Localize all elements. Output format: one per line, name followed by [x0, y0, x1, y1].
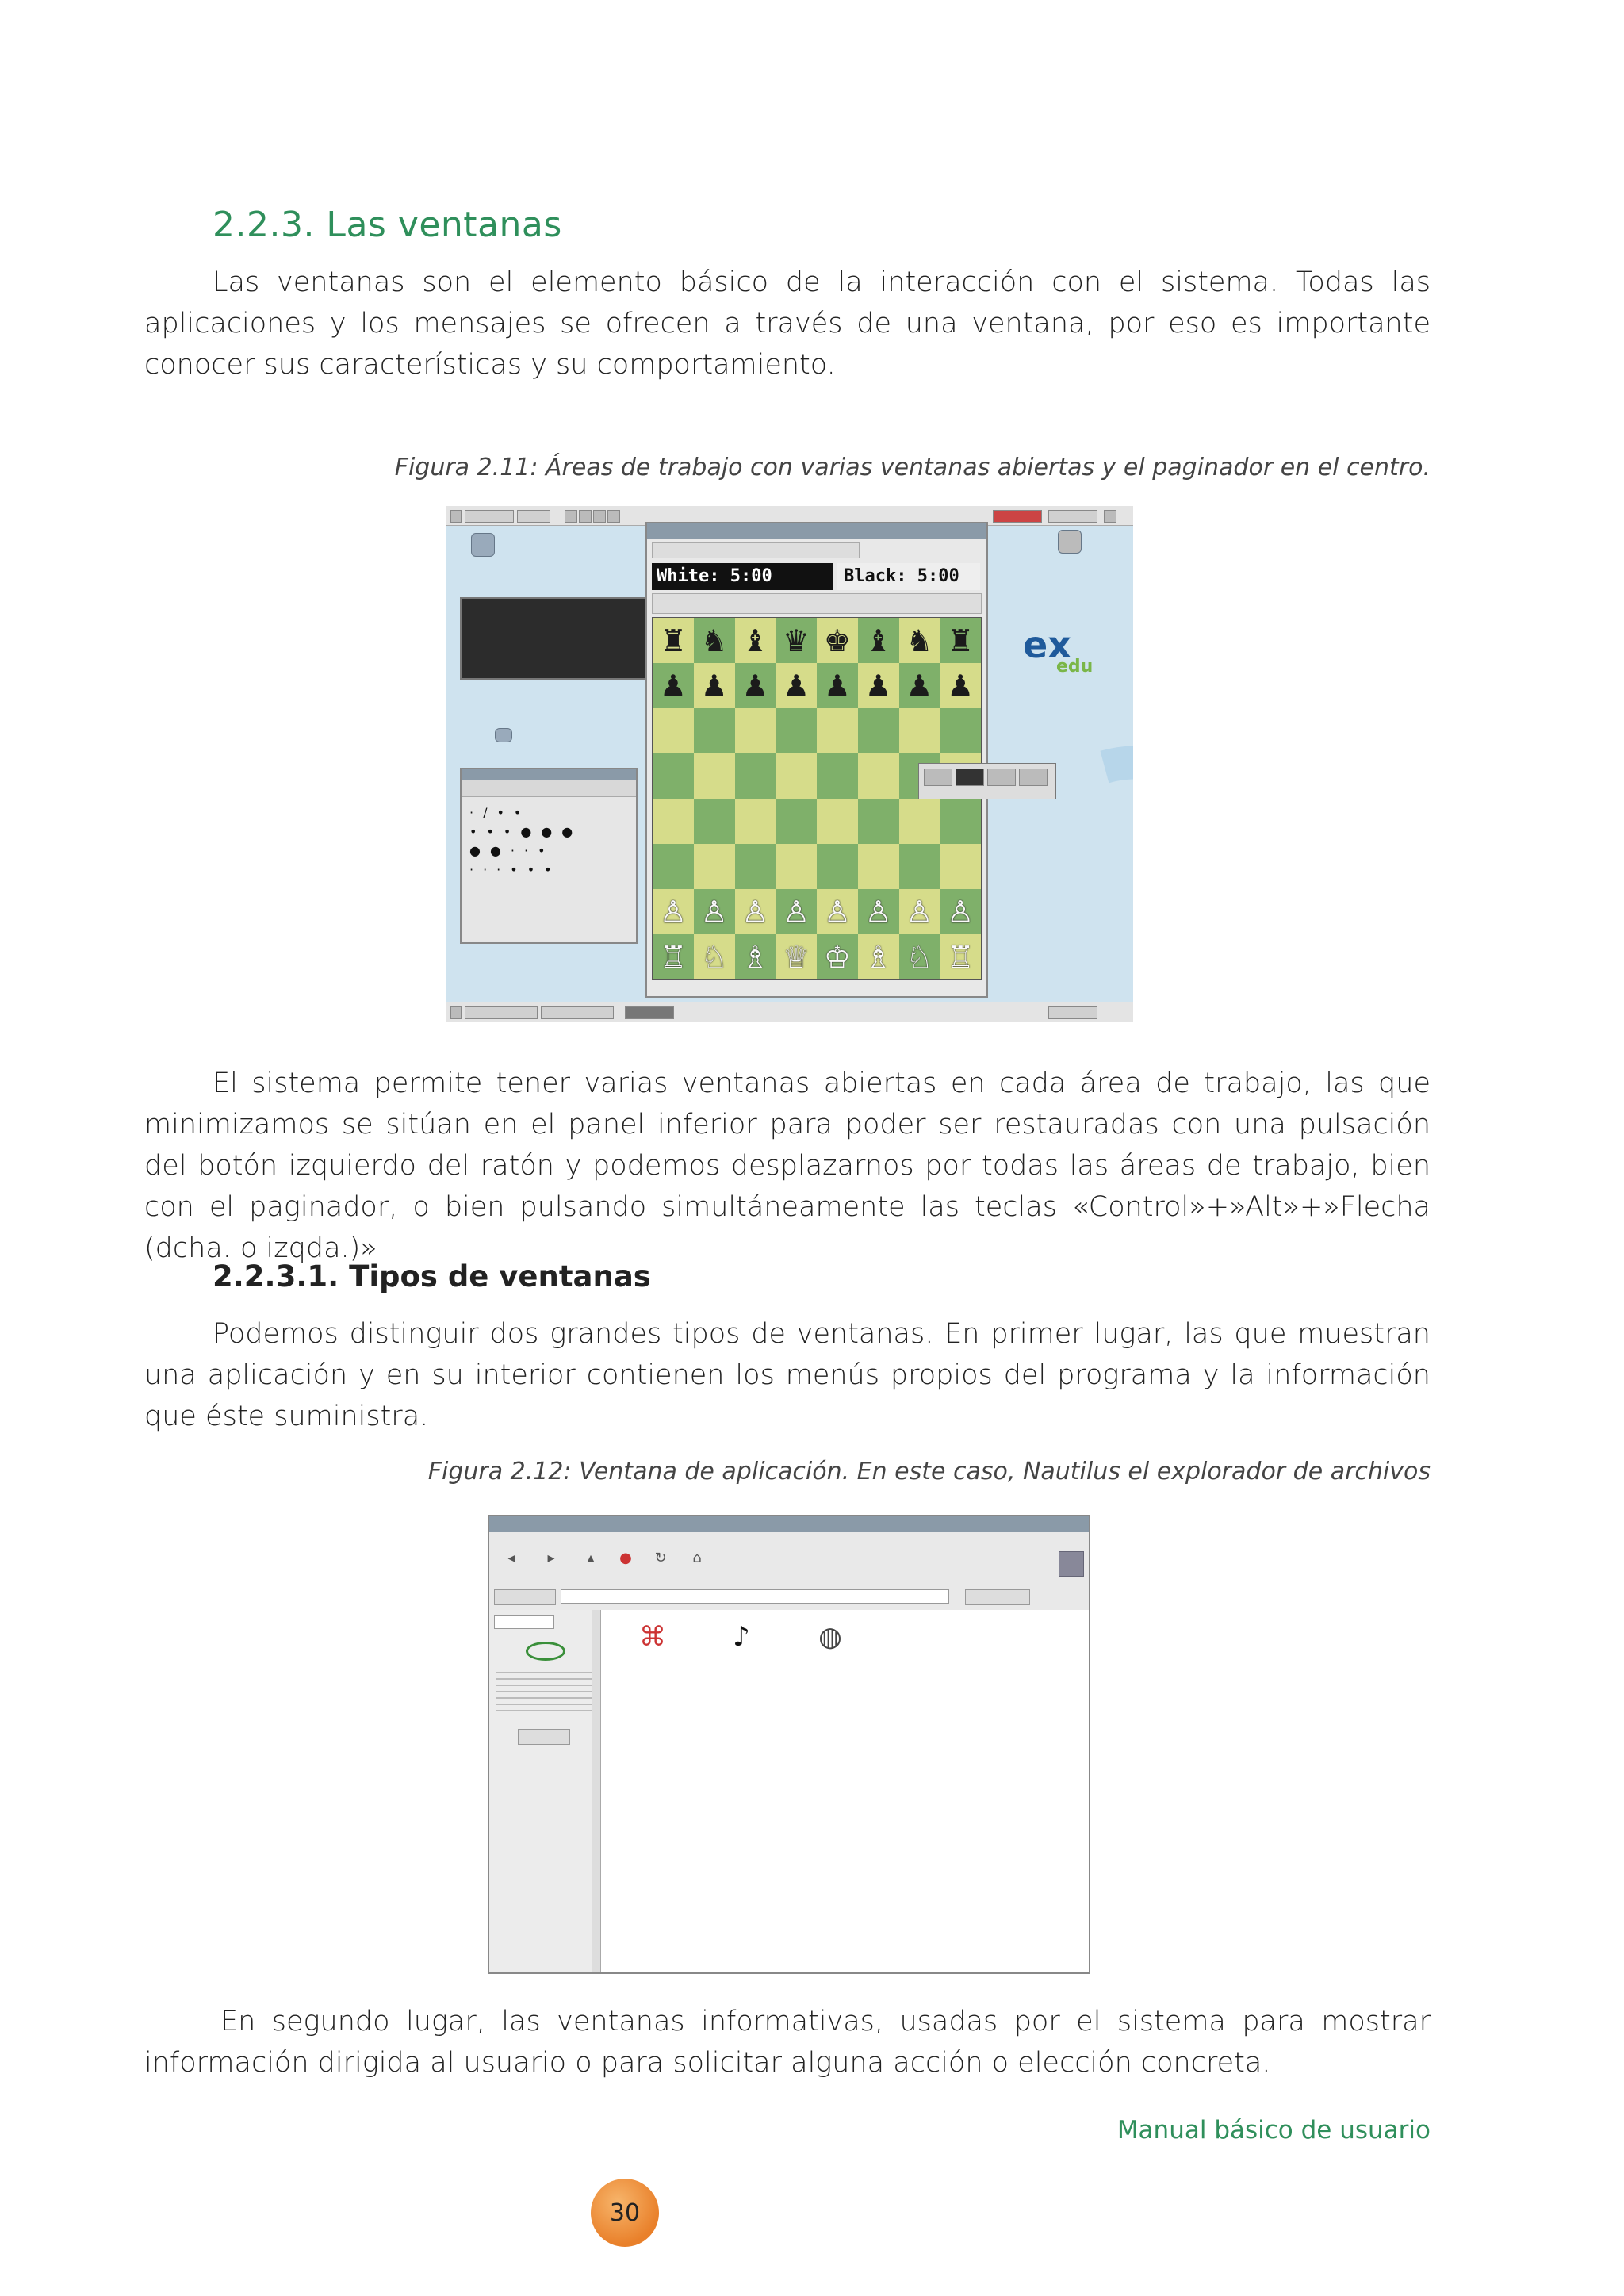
chess-piece-icon: ♙ [906, 894, 933, 930]
location-bar [489, 1583, 1089, 1611]
chess-piece-icon: ♖ [947, 939, 975, 975]
board-square [858, 618, 899, 663]
board-square [776, 889, 817, 934]
chess-piece-icon: ♟ [659, 668, 687, 703]
chess-piece-icon: ♙ [823, 894, 851, 930]
board-square [735, 753, 776, 799]
board-square [653, 708, 694, 753]
workspace-paragraph: El sistema permite tener varias ventanas abiertas en cada área de trabajo, las que minimizamos se sitúan en el panel inferior para poder ser restauradas con una pulsación del botón izquierdo del ratón y podemos desplazarnos por todas las áreas de trabajo, bien con el paginador, o bien pulsando simultáneamente las teclas «Control»+»Alt»+»Flecha (dcha. o izqda.)» [144, 1068, 1431, 1264]
figure-2-11-screenshot [446, 506, 1133, 1022]
board-square [858, 753, 899, 799]
section-heading: 2.2.3. Las ventanas [213, 205, 562, 245]
side-pane [489, 1610, 601, 1972]
board-square [858, 934, 899, 979]
board-square [899, 618, 940, 663]
page-number: 30 [591, 2179, 659, 2247]
board-square [694, 844, 735, 889]
board-square [776, 844, 817, 889]
board-square [817, 753, 858, 799]
board-square [940, 618, 981, 663]
board-square [653, 844, 694, 889]
board-square [653, 753, 694, 799]
board-square [653, 934, 694, 979]
board-square [858, 708, 899, 753]
board-square [694, 663, 735, 708]
board-square [653, 889, 694, 934]
board-square [776, 618, 817, 663]
board-square [817, 934, 858, 979]
board-square [899, 799, 940, 844]
chess-piece-icon: ♛ [783, 623, 810, 658]
desktop-icon [495, 728, 512, 742]
window-menubar [489, 1532, 1089, 1547]
chess-piece-icon: ♙ [783, 894, 810, 930]
chess-piece-icon: ♞ [906, 623, 933, 658]
window-titlebar [489, 1516, 1089, 1532]
board-square [899, 934, 940, 979]
chess-piece-icon: ♙ [700, 894, 728, 930]
manual-footer: Manual básico de usuario [1116, 2116, 1431, 2145]
board-square [817, 663, 858, 708]
chess-piece-icon: ♙ [864, 894, 892, 930]
logo-mark: ex [1023, 623, 1071, 666]
chess-piece-icon: ♟ [864, 668, 892, 703]
logo-mark: edu [1056, 657, 1094, 677]
reload-icon: ↻ [654, 1550, 667, 1566]
board-square [858, 799, 899, 844]
black-clock: Black: 5:00 [837, 563, 980, 590]
board-square [817, 889, 858, 934]
intro-paragraph: Las ventanas son el elemento básico de la interacción con el sistema. Todas las aplicaciones y los mensajes se ofrecen a través de una ventana, por eso es importante conocer sus características y su comportamiento. [144, 266, 1431, 381]
chess-menubar [652, 542, 860, 558]
location-field [561, 1589, 949, 1604]
chess-piece-icon: ♟ [741, 668, 769, 703]
workspace-pager [918, 763, 1056, 799]
board-square [735, 889, 776, 934]
window-types-paragraph: Podemos distinguir dos grandes tipos de ventanas. En primer lugar, las que muestran una aplicación y en su interior contienen los menús propios del programa y la información que éste suministra. [144, 1318, 1431, 1432]
board-square [817, 799, 858, 844]
bottom-panel [446, 1002, 1133, 1022]
board-square [817, 844, 858, 889]
chess-piece-icon: ♕ [783, 939, 810, 975]
board-square [899, 844, 940, 889]
chess-piece-icon: ♖ [659, 939, 687, 975]
board-square [694, 708, 735, 753]
board-square [735, 934, 776, 979]
chess-piece-icon: ♟ [906, 668, 933, 703]
stop-icon: ● [619, 1550, 632, 1566]
chess-piece-icon: ♟ [783, 668, 810, 703]
chess-piece-icon: ♝ [864, 623, 892, 658]
board-square [776, 663, 817, 708]
board-square [735, 663, 776, 708]
drawing-palette-window: ·/•• •••●●● ●●··• ···••• [460, 768, 638, 944]
board-square [776, 753, 817, 799]
chess-window [645, 522, 988, 998]
board-square [858, 889, 899, 934]
board-square [694, 618, 735, 663]
white-clock: White: 5:00 [652, 563, 833, 590]
board-square [899, 663, 940, 708]
board-square [817, 618, 858, 663]
chess-piece-icon: ♘ [906, 939, 933, 975]
chess-piece-icon: ♙ [659, 894, 687, 930]
board-square [940, 799, 981, 844]
chess-piece-icon: ♟ [823, 668, 851, 703]
chess-piece-icon: ♚ [823, 623, 851, 658]
board-square [694, 753, 735, 799]
film-reel-icon: ◍ [818, 1621, 842, 1653]
board-square [858, 663, 899, 708]
chess-piece-icon: ♝ [741, 623, 769, 658]
desktop-icon [471, 533, 495, 557]
board-square [653, 618, 694, 663]
board-square [735, 618, 776, 663]
board-square [899, 708, 940, 753]
chess-piece-icon: ♘ [700, 939, 728, 975]
board-square [899, 889, 940, 934]
board-square [776, 934, 817, 979]
board-square [653, 663, 694, 708]
chess-piece-icon: ♗ [864, 939, 892, 975]
board-square [694, 799, 735, 844]
board-square [735, 799, 776, 844]
forward-icon: ▸ [547, 1550, 555, 1566]
board-square [940, 708, 981, 753]
chess-piece-icon: ♔ [823, 939, 851, 975]
music-note-icon: ♪ [733, 1621, 750, 1653]
chess-piece-icon: ♙ [947, 894, 975, 930]
window-toolbar [489, 1547, 1089, 1584]
chess-piece-icon: ♞ [700, 623, 728, 658]
board-square [776, 799, 817, 844]
back-icon: ◂ [508, 1550, 515, 1566]
board-square [776, 708, 817, 753]
board-square [940, 663, 981, 708]
file-view [601, 1610, 1089, 1972]
chess-piece-icon: ♟ [700, 668, 728, 703]
board-square [858, 844, 899, 889]
chess-piece-icon: ♜ [947, 623, 975, 658]
board-square [735, 844, 776, 889]
board-square [694, 889, 735, 934]
subsection-heading: 2.2.3.1. Tipos de ventanas [213, 1259, 651, 1294]
chess-piece-icon: ♟ [947, 668, 975, 703]
desktop-icon [1058, 530, 1082, 554]
figure-2-11-caption: Figura 2.11: Áreas de trabajo con varias ventanas abiertas y el paginador en el centro. [394, 454, 1431, 481]
chess-piece-icon: ♗ [741, 939, 769, 975]
figure-2-12-screenshot [488, 1515, 1090, 1974]
chess-piece-icon: ♙ [741, 894, 769, 930]
board-square [694, 934, 735, 979]
info-windows-paragraph: En segundo lugar, las ventanas informativas, usadas por el sistema para mostrar información dirigida al usuario o para solicitar alguna acción o elección concreta. [144, 2006, 1431, 2079]
chess-piece-icon: ♜ [659, 623, 687, 658]
board-square [940, 889, 981, 934]
media-player-window [460, 597, 647, 680]
pdf-file-icon: ⌘ [639, 1621, 666, 1653]
board-square [735, 708, 776, 753]
board-square [653, 799, 694, 844]
board-square [940, 844, 981, 889]
board-square [940, 934, 981, 979]
board-square [817, 708, 858, 753]
up-icon: ▴ [587, 1550, 595, 1566]
home-icon: ⌂ [692, 1550, 702, 1566]
figure-2-12-caption: Figura 2.12: Ventana de aplicación. En este caso, Nautilus el explorador de archivos [427, 1458, 1431, 1485]
